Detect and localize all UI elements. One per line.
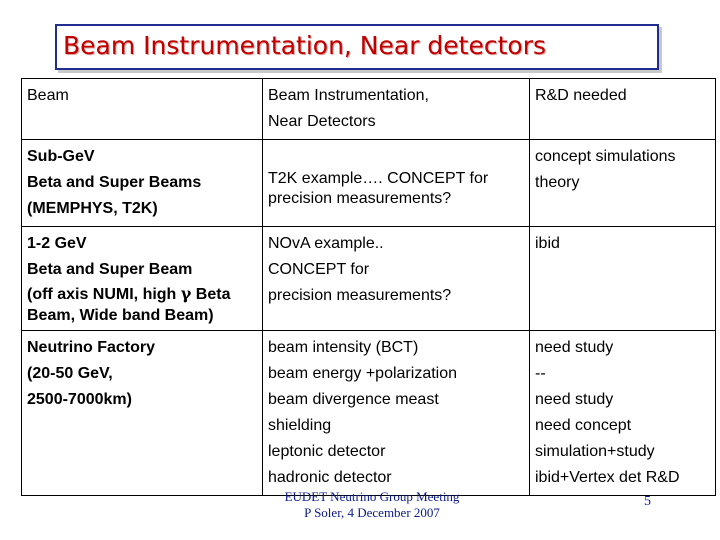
row3-beam-line: (20-50 GeV, [27,365,113,382]
header-instrumentation-line1: Beam Instrumentation, [268,87,429,104]
row2-beam-text: Beta [191,286,231,303]
row3-beam [22,331,263,496]
row3-rnd-line: need study [535,391,614,408]
row3-rnd-line: need concept [535,417,632,434]
row1-beam-line: (MEMPHYS, T2K) [27,200,158,217]
header-beam [22,79,263,140]
footer [273,489,471,521]
gamma-symbol: γ [180,284,192,303]
row1-instr-line [268,144,524,170]
row1-rnd-line: theory [535,174,580,191]
row2-instr-line: NOvA example.. [268,235,384,252]
row2-instrumentation [263,227,530,331]
row1-rnd [530,140,716,227]
row2-rnd [530,227,716,331]
slide-title: Beam Instrumentation, Near detectors [63,31,547,60]
row3-rnd-line: ibid+Vertex det R&D [535,469,680,486]
row3-instr-line: shielding [268,417,332,434]
row1-instrumentation [263,140,530,227]
row3-rnd [530,331,716,496]
row3-rnd-line: -- [535,365,546,382]
row1-beam-line: Sub-GeV [27,148,95,165]
header-instrumentation-line2: Near Detectors [268,113,376,130]
footer-line2: P Soler, 4 December 2007 [304,505,440,520]
row2-beam-line: Beta and Super Beam [27,261,193,278]
row1-instr-line: T2K example…. CONCEPT for [268,170,489,187]
row2-instr-line: precision measurements? [268,287,452,304]
title-box [55,24,659,70]
header-instrumentation [263,79,530,140]
row1-instr-line: precision measurements? [268,190,452,207]
row2-beam-text: (off axis NUMI, high [27,286,181,303]
row3-instrumentation [263,331,530,496]
row3-instr-line: beam divergence meast [268,391,439,408]
row1-beam [22,140,263,227]
row2-instr-line: CONCEPT for [268,261,370,278]
row2-rnd-line: ibid [535,235,560,252]
row3-instr-line: beam energy +polarization [268,365,458,382]
table-row [22,140,716,227]
header-rnd-label: R&D needed [535,87,627,104]
row2-beam-line [27,283,257,306]
row1-beam-line: Beta and Super Beams [27,174,202,191]
row2-beam-line: Beam, Wide band Beam) [27,307,214,324]
footer-line1: EUDET Neutrino Group Meeting [284,489,460,504]
header-rnd [530,79,716,140]
header-beam-label: Beam [27,87,69,104]
row3-beam-line: Neutrino Factory [27,339,156,356]
row3-instr-line: beam intensity (BCT) [268,339,419,356]
row2-beam-line: 1-2 GeV [27,235,87,252]
row2-beam [22,227,263,331]
row3-beam-line: 2500-7000km) [27,391,132,408]
page-number: 5 [644,494,651,509]
row3-rnd-line: simulation+study [535,443,655,460]
table-header-row [22,79,716,140]
row1-rnd-line: concept simulations [535,148,676,165]
comparison-table [21,78,716,496]
row3-instr-line: hadronic detector [268,469,392,486]
row3-instr-line: leptonic detector [268,443,386,460]
table-row [22,227,716,331]
table-row [22,331,716,496]
row3-rnd-line: need study [535,339,614,356]
